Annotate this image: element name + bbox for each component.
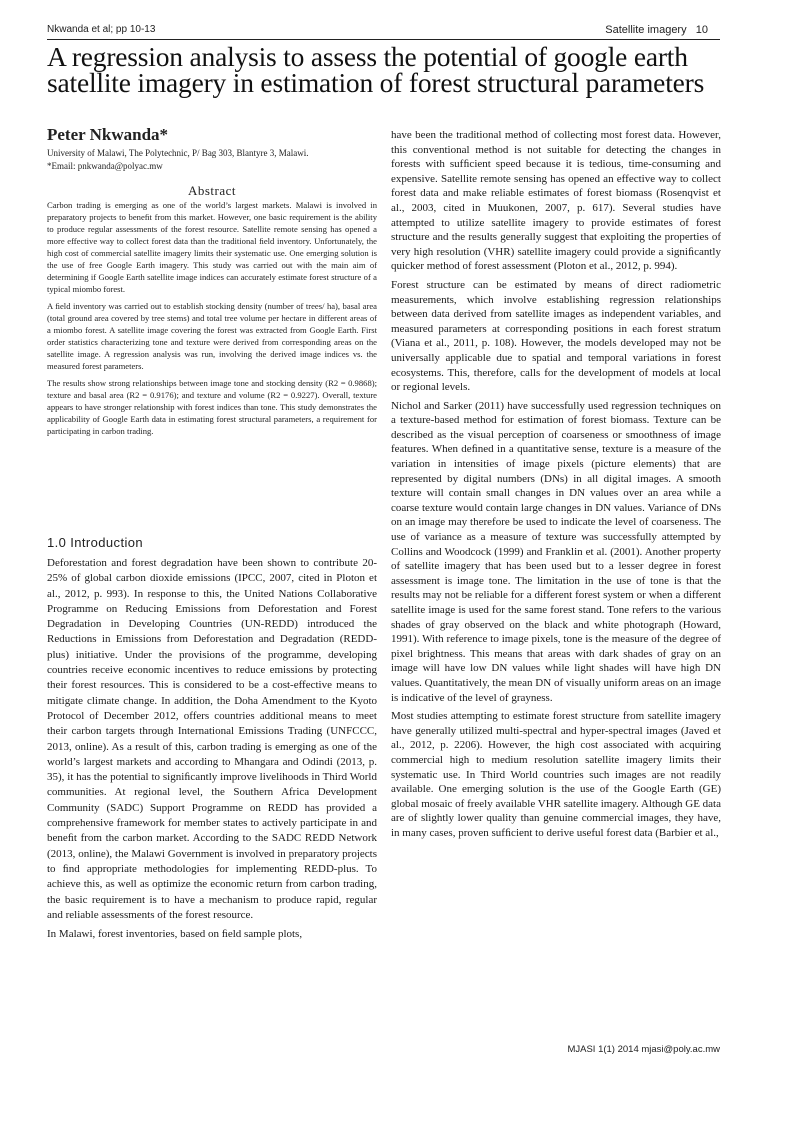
- body-paragraph: In Malawi, forest inventories, based on ﬁeld sample plots,: [47, 928, 303, 941]
- author-name: Peter Nkwanda*: [47, 125, 169, 144]
- abstract-paragraph: The results show strong relationships between image tone and stocking density (R2 = 0.9868); texture and basal area (R2 = 0.9176); and texture and volume (R2 = 0.9227). Overall, texture appears to have stronger relationship with forest indices than tone. This study demonstrates the applicability of Google Earth data in estimating forest structural parameters, a requirement for participating in carbon trading.: [47, 378, 377, 436]
- body-paragraph: Most studies attempting to estimate forest structure from satellite imagery have generally utilized multi-spectral and hyper-spectral images (Javed et al., 2012, p. 2206). However, the high cost associated with acquiring commercial high to medium resolution satellite imagery limits their systematic use. In Third World countries such images are not readily available. One emerging solution is the use of the Google Earth (GE) global mosaic of freely available VHR satellite imagery. Although GE data are of slightly lower quality than genuine commercial images, they have, in many cases, proven sufﬁcient to derive useful forest data (Barbier et al.,: [391, 710, 721, 839]
- section-heading-introduction: 1.0 Introduction: [47, 535, 144, 550]
- author-affiliation: University of Malawi, The Polytechnic, P/ Bag 303, Blantyre 3, Malawi.: [47, 148, 309, 158]
- right-column-body: [391, 128, 721, 845]
- page-footer: MJASI 1(1) 2014 mjasi@poly.ac.mw: [567, 1044, 720, 1055]
- abstract-body: [47, 199, 377, 442]
- header-rule: [47, 39, 720, 40]
- body-paragraph: Forest structure can be estimated by means of direct radiometric measurements, which involve establishing regression relationships between data derived from satellite images as independent variables, and measured parameters at corresponding positions in each forest stratum (Viana et al., 2011, p. 108). However, the models developed may not be universally applicable due to spatial and temporal variations in forest ecosystems. This, therefore, calls for the development of models at local or regional levels.: [391, 278, 721, 394]
- left-column-body: [47, 556, 377, 946]
- body-paragraph: Deforestation and forest degradation have been shown to contribute 20-25% of global carbon dioxide emissions (IPCC, 2007, cited in Ploton et al., 2012, p. 993). In response to this, the United Nations Collaborative Programme on Reducing Emissions from Deforestation and Forest Degradation in Developing Countries (UN-REDD) introduced the Reductions in Emissions from Deforestation and Degradation (REDD-plus) initiative. Under the provisions of the programme, developing countries receive economic incentives to reduce emissions by protecting their forest resources. This is considered to be a cost-effective means to mitigate climate change. In addition, the Doha Amendment to the Kyoto Protocol of December 2012, offers countries additional means to meet their carbon targets through International Emissions Trading (UNFCCC, 2013, online). As a result of this, carbon trading is emerging as one of the world’s largest markets and according to Mhangara and Odindi (2013, p. 35), it has the potential to signiﬁcantly improve livelihoods in Third World communities. At regional level, the Southern Africa Development Community (SADC) Support Programme on REDD has provided a comprehensive framework for member states to actively participate in and beneﬁt from the carbon market. According to the SADC REDD Network (2013, online), the Malawi Government is involved in preparatory projects to ﬁnd appropriate methodologies for implementing REDD-plus. To achieve this, as well as optimize the economic return from carbon trading, the basic requirement is to have a mechanism to produce rapid, regular and reliable assessments of the forest resource.: [47, 557, 377, 921]
- abstract-paragraph: Carbon trading is emerging as one of the world’s largest markets. Malawi is involved in preparatory projects to beneﬁt from this market. However, one basic requirement is the ability to produce regular assessments of the forest resource. Satellite remote sensing has opened a more effective way to collect forest data than the traditional ﬁeld inventory. Unfortunately, the high cost of commercial satellite imagery limits their systematic use. One emerging solution is the use of free Google Earth imagery. This study was carried out with the main aim of determining if Google Earth satellite image indices can accurately estimate forest structure of a typical miombo forest.: [47, 200, 377, 294]
- author-affiliation-block: [47, 147, 387, 173]
- author-email: *Email: pnkwanda@polyac.mw: [47, 161, 163, 171]
- abstract-paragraph: A ﬁeld inventory was carried out to establish stocking density (number of trees/ ha), basal area (total ground area covered by tree stems) and total tree volume per hectare in different areas of a miombo forest. A satellite image covering the forest was extracted from Google Earth. First order statistics characterizing tone and texture were derived from corresponding areas on the satellite image. A regression analysis was run, involving the derived image indices vs. the measured forest parameters.: [47, 301, 377, 371]
- running-header-section: Satellite imagery 10: [605, 24, 708, 36]
- body-paragraph: Nichol and Sarker (2011) have successfully used regression techniques on a texture-based method for estimation of forest biomass. Texture can be described as the visual perception of coarseness or smoothness of image features. When deﬁned in a quantitative sense, texture is a measure of the variation in intensities of image pixels (picture elements) that are represented by digital numbers (DNs) in all digital images. A smooth texture will contain small changes in DN values over an area while a coarse texture would contain large changes in DN values. Variance of DNs on an image may therefore be used to indicate the level of coarseness. The use of variance as a measure of texture was successfully attempted by Collins and Woodcock (1999) and Franklin et al. (2001). Another property of satellite imagery that has been used but to a lesser degree in forest assessment is image tone. The limitation in the use of tone is that the results may not be reliable for a different forest system or when a different satellite image is used for the same forest stand. Tone refers to the various shades of gray observed on the black and white photograph (Howard, 1991). With reference to image pixels, tone is the measure of the degree of pixel brightness. This means that areas with dark shades of gray on an image will have low DN values while light shades will have high DN values. Quantitatively, the mean DN of visually uniform areas on an image is indicative of the level of grayness.: [391, 399, 721, 704]
- body-paragraph: have been the traditional method of collecting most forest data. However, this conventional method is not suitable for detecting the changes in forests with sufﬁcient speed because it is tedious, time-consuming and expensive. Satellite remote sensing has opened an effective way to collect forest data and make reliable estimates of forest biomass (Rosenqvist et al., 2003, cited in Muukonen, 2007, p. 617). Several studies have attempted to utilize satellite imagery to provide estimates of forest structure and the results generally suggest that exploiting the properties of very high resolution (VHR) satellite imagery could provide a signiﬁcantly quicker method of forest assessment (Ploton et al., 2012, p. 994).: [391, 129, 721, 273]
- article-title: A regression analysis to assess the potential of google earth satellite imagery in estimation of forest structural parameters: [47, 41, 705, 98]
- abstract-heading: Abstract: [187, 183, 237, 198]
- running-header-citation: Nkwanda et al; pp 10-13: [47, 24, 156, 35]
